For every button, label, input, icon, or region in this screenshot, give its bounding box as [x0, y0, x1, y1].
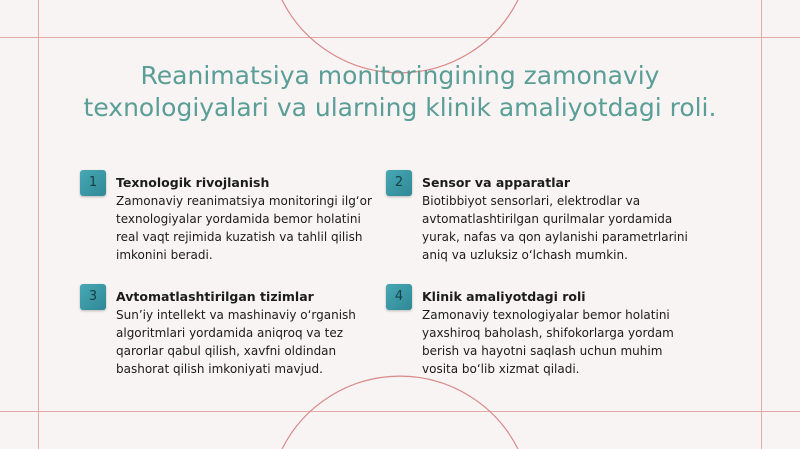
number-badge: 3 — [80, 284, 106, 310]
number-badge: 4 — [386, 284, 412, 310]
card-text: Sun’iy intellekt va mashinaviy o‘rganish algoritmlari yordamida aniqroq va tez qarorlar qabul qilish, xavfni oldindan bashorat qilish imkoniyati mavjud. — [116, 308, 356, 376]
number-badge: 2 — [386, 170, 412, 196]
bottom-arc — [282, 376, 518, 449]
page-title — [60, 60, 740, 124]
card-title: Klinik amaliyotdagi roli — [422, 289, 586, 304]
card-title: Sensor va apparatlar — [422, 175, 571, 190]
card-title: Texnologik rivojlanish — [116, 175, 270, 190]
card-title: Avtomatlashtirilgan tizimlar — [116, 289, 314, 304]
title-line-2: texnologiyalari va ularning klinik amaliyotdagi roli. — [83, 93, 717, 122]
number-badge: 1 — [80, 170, 106, 196]
card-text: Zamonaviy texnologiyalar bemor holatini yaxshiroq baholash, shifokorlarga yordam berish va hayotni saqlash uchun muhim vosita bo‘lib xizmat qiladi. — [422, 308, 674, 376]
card-text: Zamonaviy reanimatsiya monitoringi ilg‘or texnologiyalar yordamida bemor holatini real vaqt rejimida kuzatish va tahlil qilish imkonini beradi. — [116, 194, 372, 262]
card-text: Biotibbiyot sensorlari, elektrodlar va avtomatlashtirilgan qurilmalar yordamida yurak, nafas va qon aylanishi parametrlarini aniq va uzluksiz o‘lchash mumkin. — [422, 194, 688, 262]
title-line-1: Reanimatsiya monitoringining zamonaviy — [140, 61, 660, 90]
